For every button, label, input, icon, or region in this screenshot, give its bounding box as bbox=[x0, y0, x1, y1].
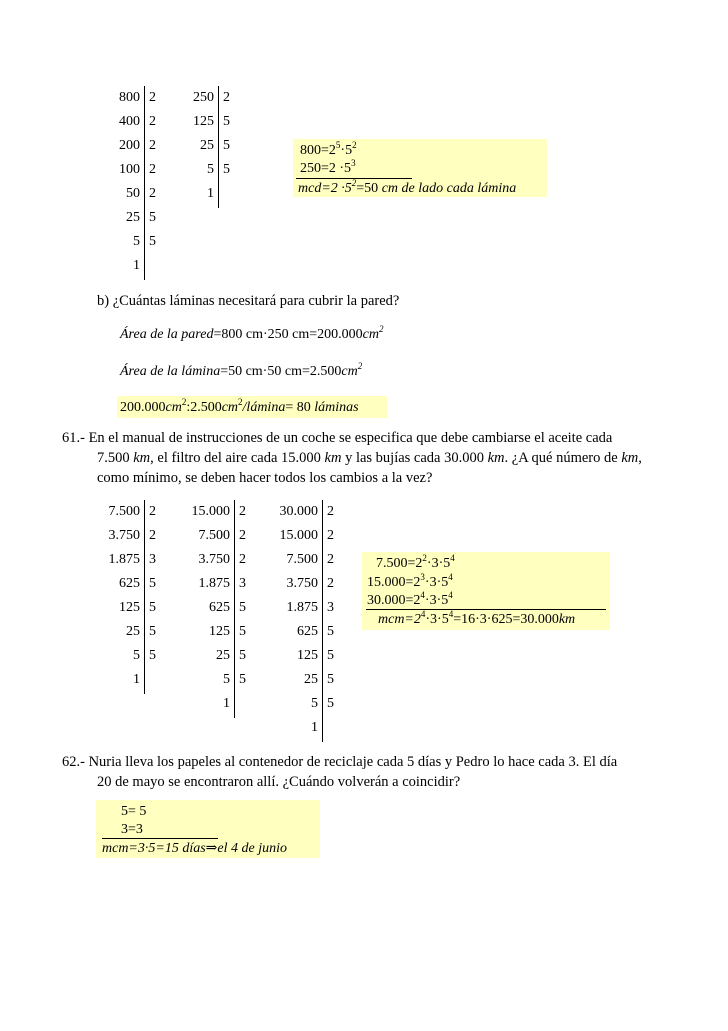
factor-5: 5= 5 bbox=[121, 804, 147, 819]
factor-row bbox=[180, 158, 237, 182]
factor-table-7500 bbox=[100, 500, 163, 692]
factor-row bbox=[112, 206, 163, 230]
factor-divisor: 2 bbox=[144, 500, 163, 524]
area-lamina: Área de la lámina=50 cm·50 $cm=2.500cm^2$ bbox=[120, 361, 363, 379]
factor-row bbox=[100, 524, 163, 548]
factor-table-30000 bbox=[270, 500, 341, 740]
factor-number: 50 bbox=[126, 186, 140, 201]
factor-7500: $7.500=2^2\cdot 3\cdot 5^4$ bbox=[376, 553, 455, 571]
factor-number: 7.500 bbox=[286, 552, 318, 567]
factor-number: 25 bbox=[126, 210, 140, 225]
factor-row bbox=[112, 134, 163, 158]
factor-divisor: 2 bbox=[144, 158, 163, 182]
factor-row bbox=[100, 644, 163, 668]
factor-number: 625 bbox=[297, 624, 318, 639]
factor-divisor: 5 bbox=[322, 644, 341, 668]
factor-row bbox=[270, 716, 341, 740]
factor-number: 25 bbox=[200, 138, 214, 153]
factor-divisor: 2 bbox=[144, 86, 163, 110]
factor-row bbox=[270, 596, 341, 620]
factor-divisor: 2 bbox=[234, 500, 253, 524]
factor-number: 1 bbox=[311, 720, 318, 735]
factor-divisor: 5 bbox=[144, 206, 163, 230]
factor-row bbox=[100, 668, 163, 692]
factor-number: 3.750 bbox=[286, 576, 318, 591]
factor-divisor: 2 bbox=[144, 110, 163, 134]
factor-row bbox=[182, 644, 253, 668]
factor-divisor: 5 bbox=[144, 230, 163, 254]
factor-row bbox=[270, 644, 341, 668]
factor-divisor: 5 bbox=[322, 692, 341, 716]
factor-number: 1.875 bbox=[286, 600, 318, 615]
factor-number: 125 bbox=[193, 114, 214, 129]
factor-number: 625 bbox=[119, 576, 140, 591]
factor-divisor: 2 bbox=[144, 182, 163, 206]
mcd-result: $mcd=2 \cdot 5^2=50$ cm de lado cada lámina bbox=[298, 178, 517, 196]
factor-row bbox=[182, 596, 253, 620]
factor-number: 1 bbox=[207, 186, 214, 201]
factor-row bbox=[100, 620, 163, 644]
factor-row bbox=[182, 500, 253, 524]
factor-3: 3=3 bbox=[121, 822, 143, 837]
factor-number: 1.875 bbox=[108, 552, 140, 567]
factor-divisor: 2 bbox=[218, 86, 237, 110]
factor-row bbox=[270, 668, 341, 692]
question-b: b) ¿Cuántas láminas necesitará para cubrir la pared? bbox=[97, 293, 400, 309]
problem-61-line-2: 7.500 km, el filtro del aire cada 15.000 km y las bujías cada 30.000 km. ¿A qué número de km, bbox=[97, 450, 642, 466]
factor-divisor: 5 bbox=[322, 668, 341, 692]
factor-divisor: 2 bbox=[322, 524, 341, 548]
factor-divisor: 3 bbox=[144, 548, 163, 572]
factor-row bbox=[182, 572, 253, 596]
factor-divisor: 3 bbox=[234, 572, 253, 596]
factor-divisor: 5 bbox=[218, 134, 237, 158]
problem-62-mcm: mcm=3·5=15 días⇒el 4 de junio bbox=[102, 841, 287, 856]
factor-divisor: 2 bbox=[234, 548, 253, 572]
factor-divisor bbox=[144, 668, 163, 694]
factor-row bbox=[100, 500, 163, 524]
factor-divisor: 2 bbox=[322, 572, 341, 596]
factor-divisor: 5 bbox=[144, 596, 163, 620]
factor-number: 800 bbox=[119, 90, 140, 105]
factor-row bbox=[182, 620, 253, 644]
factor-row bbox=[100, 572, 163, 596]
factor-number: 5 bbox=[133, 648, 140, 663]
factor-number: 7.500 bbox=[108, 504, 140, 519]
area-pared: Área de la pared=800 cm·250 $cm=200.000cm^2$ bbox=[120, 324, 384, 342]
factor-divisor: 2 bbox=[322, 548, 341, 572]
factor-row bbox=[180, 110, 237, 134]
factor-divisor: 2 bbox=[144, 524, 163, 548]
factor-row bbox=[182, 668, 253, 692]
factor-row bbox=[112, 158, 163, 182]
factor-divisor: 5 bbox=[144, 644, 163, 668]
problem-62-rule bbox=[102, 838, 218, 839]
factor-number: 5 bbox=[223, 672, 230, 687]
factor-row bbox=[112, 110, 163, 134]
laminas-result: $200.000cm^2:2.500cm^2/lá\min a= 80$ láminas bbox=[120, 397, 359, 415]
factor-number: 250 bbox=[193, 90, 214, 105]
factor-number: 3.750 bbox=[198, 552, 230, 567]
factor-divisor bbox=[234, 692, 253, 718]
factor-number: 125 bbox=[297, 648, 318, 663]
factor-number: 15.000 bbox=[191, 504, 230, 519]
factor-800: $800=2^5\cdot 5^2$ bbox=[300, 140, 357, 158]
factor-divisor: 5 bbox=[218, 158, 237, 182]
factor-number: 25 bbox=[216, 648, 230, 663]
factor-divisor: 5 bbox=[144, 572, 163, 596]
factor-divisor: 5 bbox=[234, 668, 253, 692]
factor-table-15000 bbox=[182, 500, 253, 716]
factor-divisor bbox=[218, 182, 237, 208]
factor-number: 100 bbox=[119, 162, 140, 177]
factor-number: 200 bbox=[119, 138, 140, 153]
factor-number: 5 bbox=[207, 162, 214, 177]
factor-divisor: 3 bbox=[322, 596, 341, 620]
factor-row bbox=[270, 548, 341, 572]
factor-row bbox=[180, 86, 237, 110]
problem-62-line-2: 20 de mayo se encontraron allí. ¿Cuándo volverán a coincidir? bbox=[97, 774, 461, 790]
factor-divisor: 2 bbox=[144, 134, 163, 158]
factor-divisor: 5 bbox=[234, 644, 253, 668]
factor-divisor bbox=[144, 254, 163, 280]
factor-divisor: 2 bbox=[322, 500, 341, 524]
factor-table-800 bbox=[112, 86, 163, 278]
factor-row bbox=[112, 182, 163, 206]
factor-divisor: 5 bbox=[234, 620, 253, 644]
problem-61-line-3: como mínimo, se deben hacer todos los cambios a la vez? bbox=[97, 470, 433, 486]
problem-61-line-1: 61.- En el manual de instrucciones de un coche se especifica que debe cambiarse el aceite cada bbox=[62, 430, 613, 446]
factor-table-250 bbox=[180, 86, 237, 206]
factor-number: 25 bbox=[304, 672, 318, 687]
factor-divisor: 5 bbox=[144, 620, 163, 644]
factor-row bbox=[180, 182, 237, 206]
factor-row bbox=[182, 692, 253, 716]
problem-62-line-1: 62.- Nuria lleva los papeles al contenedor de reciclaje cada 5 días y Pedro lo hace cada 3. El día bbox=[62, 754, 618, 770]
factor-number: 125 bbox=[119, 600, 140, 615]
factor-row bbox=[270, 620, 341, 644]
factor-15000: $15.000=2^3\cdot 3\cdot 5^4$ bbox=[367, 572, 453, 590]
factor-number: 25 bbox=[126, 624, 140, 639]
factor-row bbox=[270, 572, 341, 596]
factor-number: 30.000 bbox=[279, 504, 318, 519]
factor-number: 1 bbox=[133, 672, 140, 687]
factor-number: 1 bbox=[133, 258, 140, 273]
factor-number: 3.750 bbox=[108, 528, 140, 543]
factor-number: 5 bbox=[133, 234, 140, 249]
factor-row bbox=[182, 548, 253, 572]
factor-250: $250=2 \cdot 5^3$ bbox=[300, 158, 356, 176]
factor-row bbox=[270, 692, 341, 716]
factor-row bbox=[182, 524, 253, 548]
factor-number: 5 bbox=[311, 696, 318, 711]
factor-row bbox=[100, 548, 163, 572]
factor-divisor bbox=[322, 716, 341, 742]
factor-number: 7.500 bbox=[198, 528, 230, 543]
mcm-result: $mcm=2^4\cdot 3\cdot 5^4=16\cdot 3\cdot 625=30.000km$ bbox=[378, 609, 576, 627]
factor-number: 1 bbox=[223, 696, 230, 711]
factor-divisor: 5 bbox=[322, 620, 341, 644]
factor-divisor: 5 bbox=[218, 110, 237, 134]
factor-row bbox=[112, 254, 163, 278]
factor-divisor: 5 bbox=[234, 596, 253, 620]
factor-row bbox=[180, 134, 237, 158]
factor-number: 15.000 bbox=[279, 528, 318, 543]
factor-row bbox=[112, 86, 163, 110]
factor-row bbox=[270, 524, 341, 548]
factor-30000: $30.000=2^4\cdot 3\cdot 5^4$ bbox=[367, 590, 453, 608]
factor-row bbox=[112, 230, 163, 254]
factor-number: 1.875 bbox=[198, 576, 230, 591]
factor-row bbox=[100, 596, 163, 620]
factor-number: 625 bbox=[209, 600, 230, 615]
mcm-rule bbox=[366, 609, 606, 610]
factor-divisor: 2 bbox=[234, 524, 253, 548]
factor-number: 400 bbox=[119, 114, 140, 129]
factor-number: 125 bbox=[209, 624, 230, 639]
factor-row bbox=[270, 500, 341, 524]
